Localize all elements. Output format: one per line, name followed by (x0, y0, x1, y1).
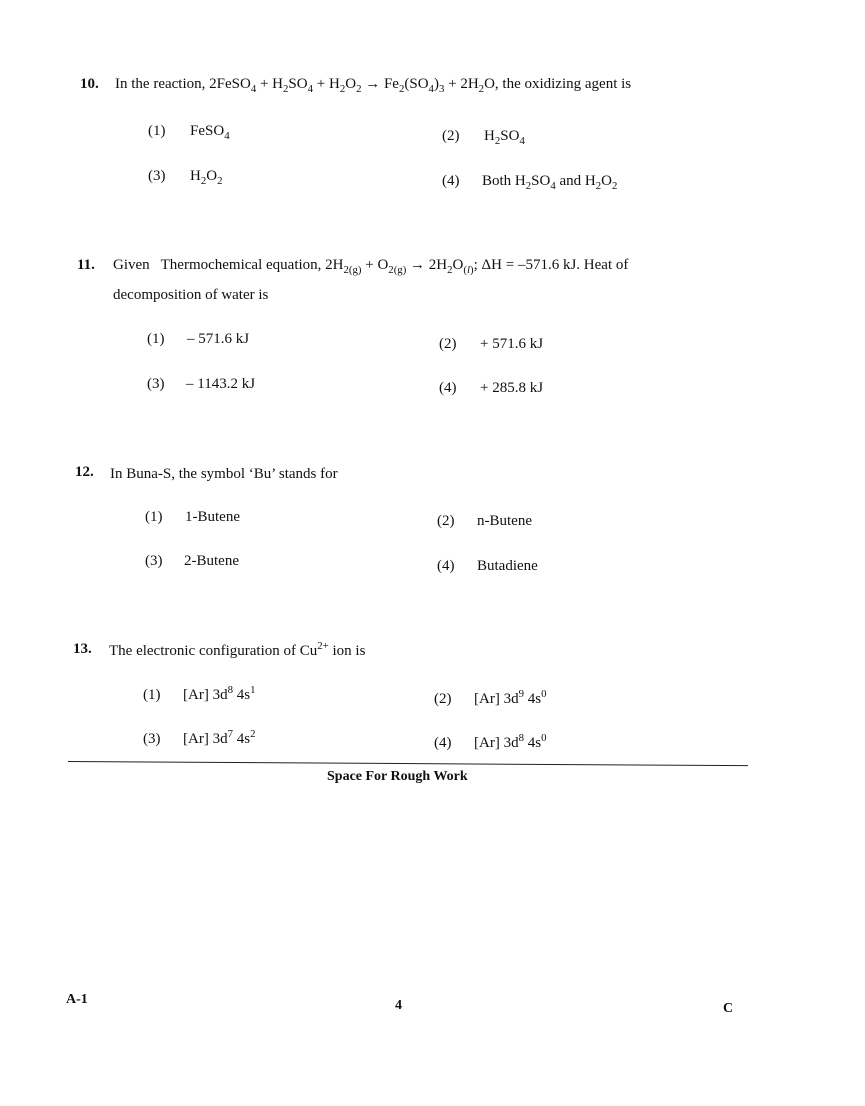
q10-option-2-text: $H_2SO_4$ (484, 128, 525, 147)
question-10-stem: In the reaction, 2FeSO$_4$ + $H_2SO_4 + H_2O_2 \to Fe_2(SO_4)_3 + 2H_2O$, the oxidizing agent is (115, 76, 632, 95)
question-10-number: 10. (80, 76, 99, 92)
q10-option-4-number: (4) (442, 173, 460, 189)
question-13-number: 13. (73, 641, 92, 657)
q10-option-2-number: (2) (442, 128, 460, 144)
question-11-stem-line-2: decomposition of water is (113, 287, 269, 303)
q13-option-4-text: [Ar] $3d^8$ $4s^0$ (474, 732, 547, 751)
q13-option-1-text: [Ar] $3d^8$ $4s^1$ (183, 684, 256, 703)
q11-option-2-text: + 571.6 kJ (480, 336, 544, 352)
q12-option-2-number: (2) (437, 513, 455, 529)
q11-option-3-number: (3) (147, 376, 165, 392)
q12-option-4-text: Butadiene (477, 558, 538, 574)
q12-option-4-number: (4) (437, 558, 455, 574)
q12-option-1-text: 1-Butene (185, 509, 240, 525)
q10-option-4-text: Both $H_2SO_4$ and $H_2O_2$ (482, 173, 618, 192)
footer-code-left: A-1 (66, 992, 88, 1007)
question-13-stem: The electronic configuration of $Cu^{2+}$ ion is (109, 640, 366, 659)
q12-option-3-number: (3) (145, 553, 163, 569)
q11-option-4-number: (4) (439, 380, 457, 396)
q11-option-1-text: – 571.6 kJ (187, 331, 250, 347)
q13-option-3-text: [Ar] $3d^7$ $4s^2$ (183, 728, 256, 747)
q10-option-1-number: (1) (148, 123, 166, 139)
q13-option-2-text: [Ar] $3d^9$ $4s^0$ (474, 688, 547, 707)
rough-work-label: Space For Rough Work (327, 769, 468, 784)
question-12-number: 12. (75, 464, 94, 480)
q11-option-1-number: (1) (147, 331, 165, 347)
footer-series-right: C (723, 1001, 734, 1016)
page-number: 4 (395, 998, 402, 1013)
question-11-stem-line-1: Given Thermochemical equation, $2H_{2(g)} + O_{2(g)} \to 2H_2O_{(l)}$; ΔH = –571.6 kJ. Heat of (113, 257, 629, 276)
question-12-stem: In Buna-S, the symbol ‘Bu’ stands for (110, 466, 338, 482)
q10-option-3-text: $H_2O_2$ (190, 168, 223, 187)
q11-option-2-number: (2) (439, 336, 457, 352)
q11-option-3-text: – 1143.2 kJ (186, 376, 256, 392)
q10-option-3-number: (3) (148, 168, 166, 184)
q12-option-3-text: 2-Butene (184, 553, 239, 569)
rough-work-divider (68, 761, 748, 766)
question-11-number: 11. (77, 257, 95, 273)
q12-option-2-text: n-Butene (477, 513, 532, 529)
q11-option-4-text: + 285.8 kJ (480, 380, 544, 396)
q13-option-2-number: (2) (434, 691, 452, 707)
q10-option-1-text: FeSO$_4$ (190, 123, 230, 142)
q13-option-3-number: (3) (143, 731, 161, 747)
q13-option-4-number: (4) (434, 735, 452, 751)
q12-option-1-number: (1) (145, 509, 163, 525)
q13-option-1-number: (1) (143, 687, 161, 703)
